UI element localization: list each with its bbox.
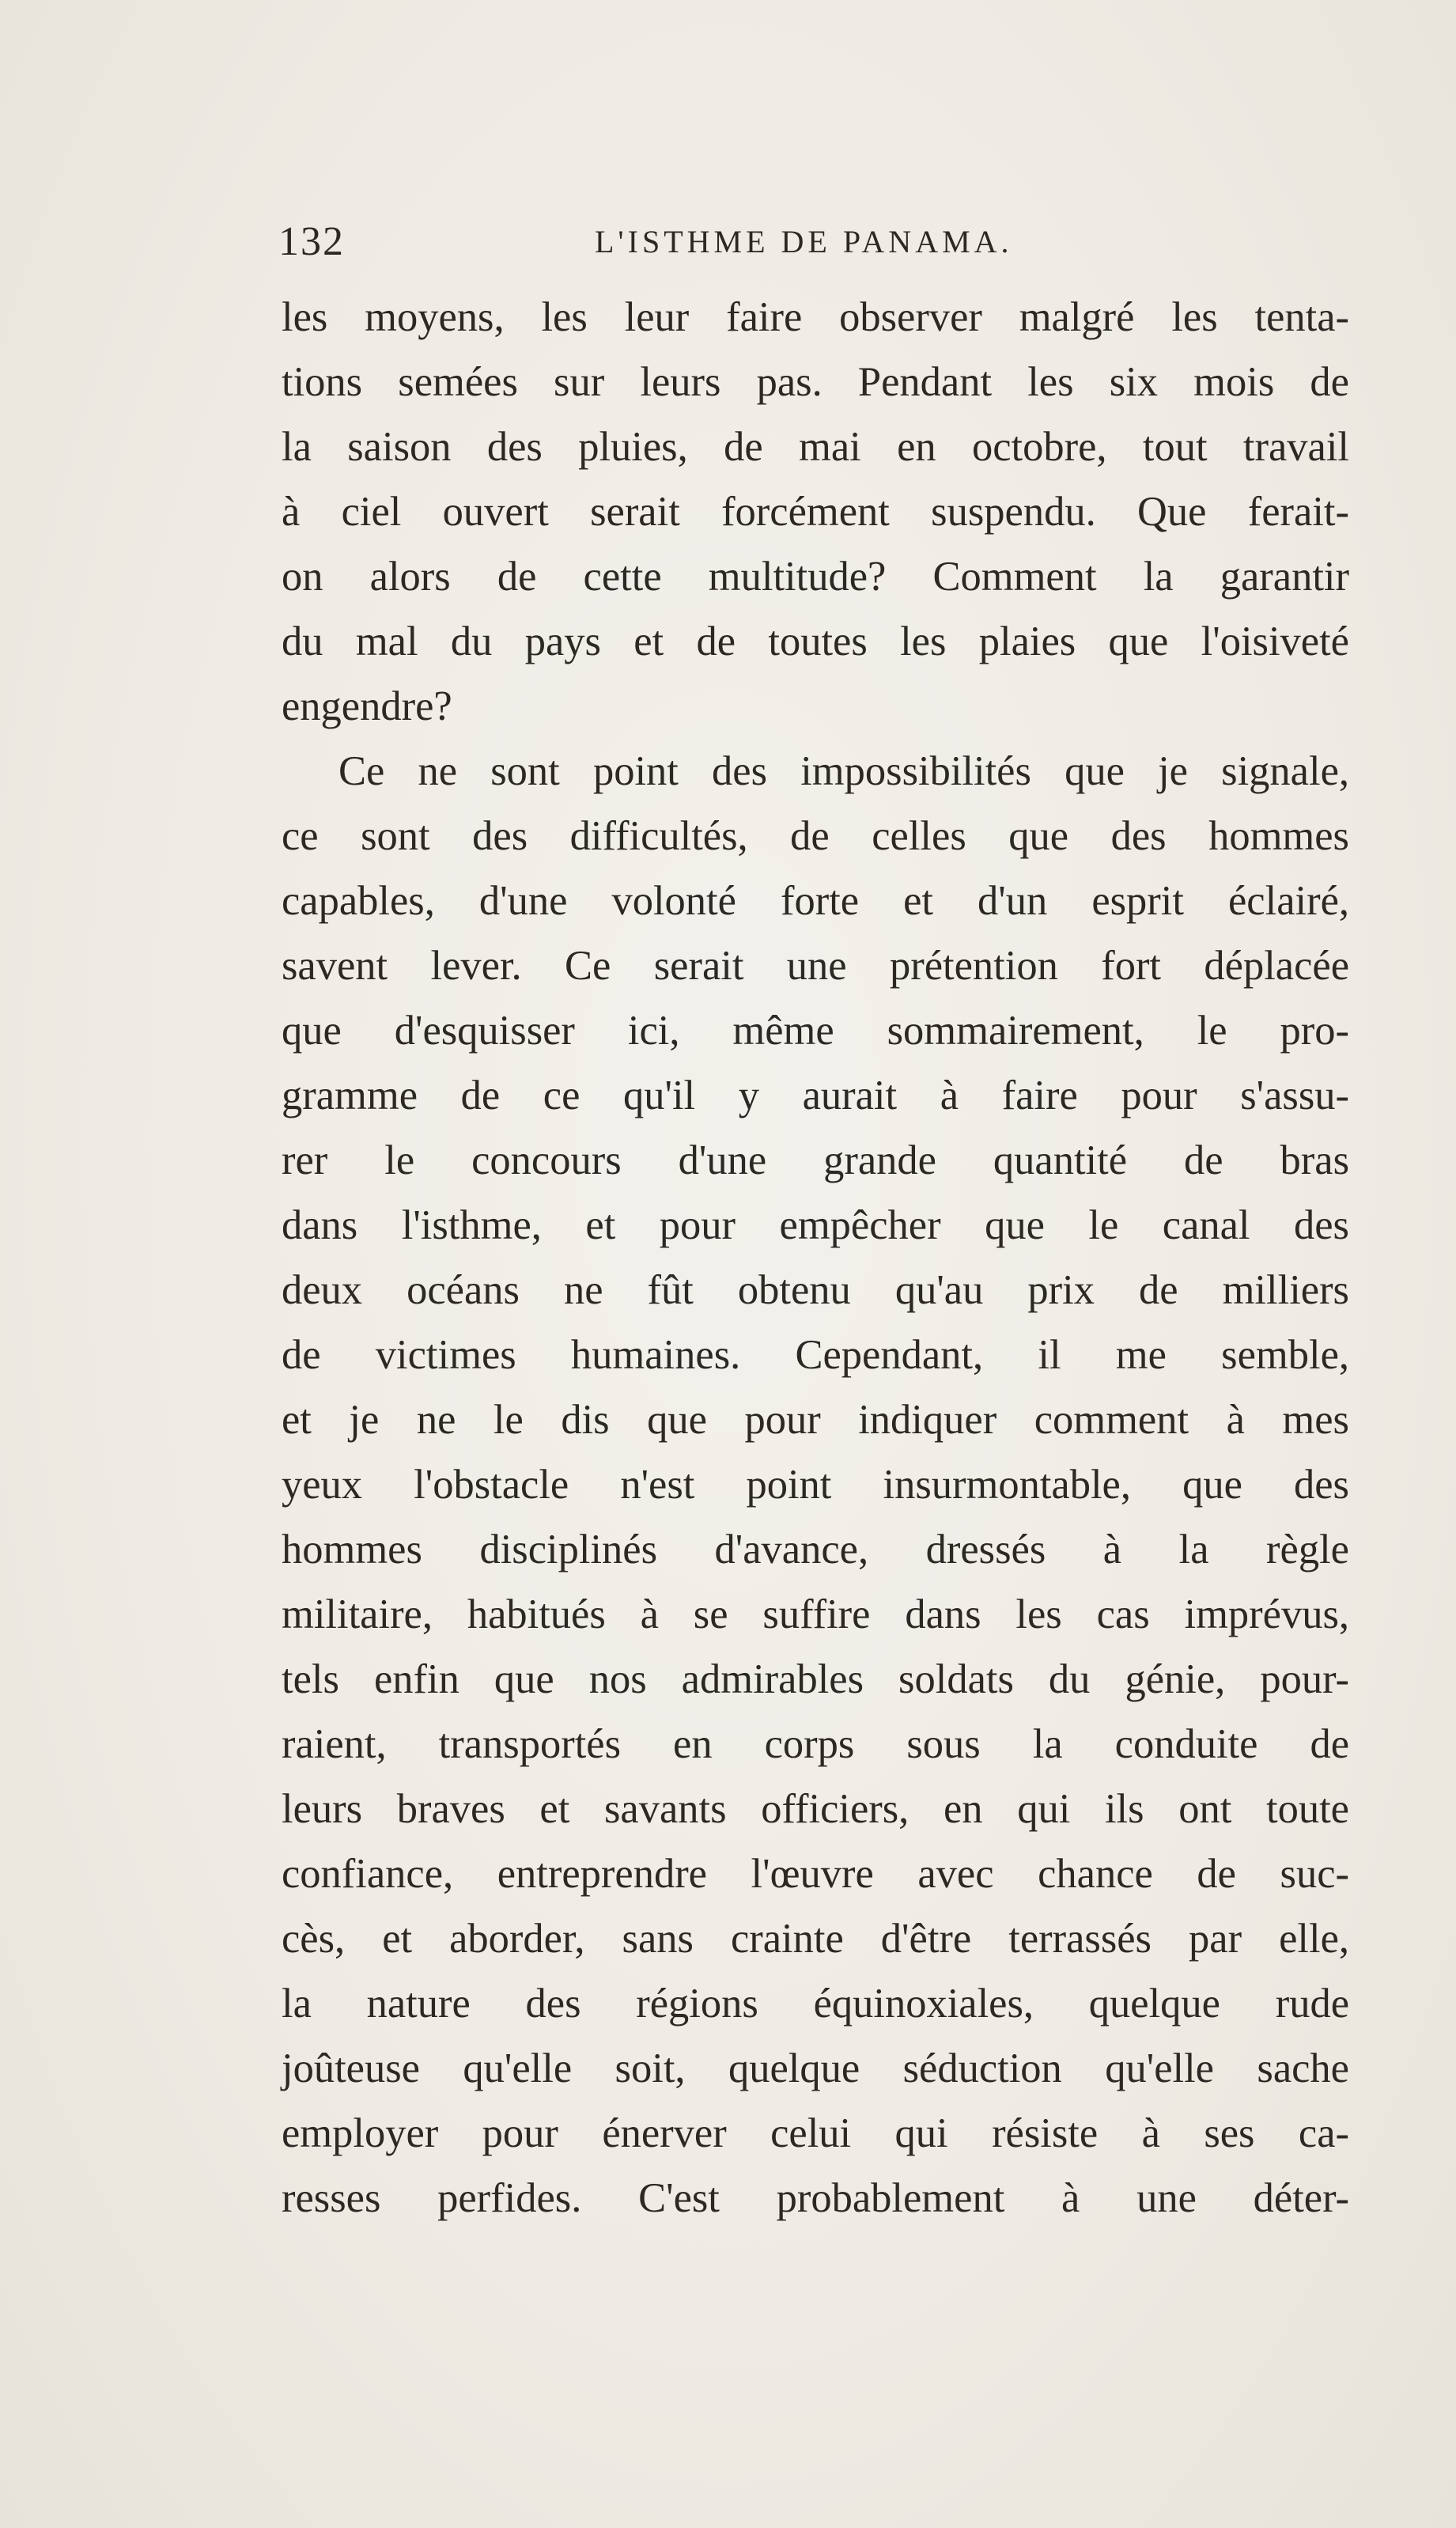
text-line: raient, transportés en corps sous la conduite de <box>282 1721 1349 1767</box>
text-line: rer le concours d'une grande quantité de bras <box>282 1137 1349 1183</box>
page-number: 132 <box>278 219 345 264</box>
text-line: cès, et aborder, sans crainte d'être terrassés par elle, <box>282 1916 1349 1962</box>
text-line: hommes disciplinés d'avance, dressés à la règle <box>282 1527 1349 1572</box>
text-line-paragraph-end: engendre? <box>282 683 452 729</box>
text-line: resses perfides. C'est probablement à une déter- <box>282 2175 1349 2221</box>
text-line: la nature des régions équinoxiales, quelque rude <box>282 1981 1349 2027</box>
text-line: tels enfin que nos admirables soldats du génie, pour- <box>282 1656 1349 1702</box>
text-line: gramme de ce qu'il y aurait à faire pour s'assu- <box>282 1073 1349 1118</box>
text-line: dans l'isthme, et pour empêcher que le canal des <box>282 1202 1349 1248</box>
running-title: L'ISTHME DE PANAMA. <box>595 224 1013 259</box>
text-line-paragraph-start: Ce ne sont point des impossibilités que je signale, <box>338 748 1349 794</box>
text-line: yeux l'obstacle n'est point insurmontable, que des <box>282 1462 1349 1508</box>
text-line: la saison des pluies, de mai en octobre, tout travail <box>282 424 1349 470</box>
text-line: militaire, habitués à se suffire dans les cas imprévus, <box>282 1591 1349 1637</box>
text-line: les moyens, les leur faire observer malgré les tenta- <box>282 294 1349 340</box>
text-line: savent lever. Ce serait une prétention fort déplacée <box>282 943 1349 989</box>
text-line: on alors de cette multitude? Comment la garantir <box>282 554 1349 600</box>
text-line: tions semées sur leurs pas. Pendant les six mois de <box>282 359 1349 405</box>
text-line: deux océans ne fût obtenu qu'au prix de milliers <box>282 1267 1349 1313</box>
text-line: du mal du pays et de toutes les plaies que l'oisiveté <box>282 619 1349 664</box>
running-head <box>278 218 1046 274</box>
text-line: à ciel ouvert serait forcément suspendu. Que ferait- <box>282 489 1349 535</box>
text-line: ce sont des difficultés, de celles que des hommes <box>282 813 1349 859</box>
text-line: confiance, entreprendre l'œuvre avec chance de suc- <box>282 1851 1349 1897</box>
text-line: que d'esquisser ici, même sommairement, le pro- <box>282 1008 1349 1054</box>
text-line: capables, d'une volonté forte et d'un esprit éclairé, <box>282 878 1349 924</box>
body-text <box>282 285 1349 2231</box>
text-line: de victimes humaines. Cependant, il me semble, <box>282 1332 1349 1378</box>
text-line: employer pour énerver celui qui résiste à ses ca- <box>282 2110 1349 2156</box>
text-line: et je ne le dis que pour indiquer comment à mes <box>282 1397 1349 1443</box>
text-line: joûteuse qu'elle soit, quelque séduction qu'elle sache <box>282 2045 1349 2091</box>
text-line: leurs braves et savants officiers, en qui ils ont toute <box>282 1786 1349 1832</box>
